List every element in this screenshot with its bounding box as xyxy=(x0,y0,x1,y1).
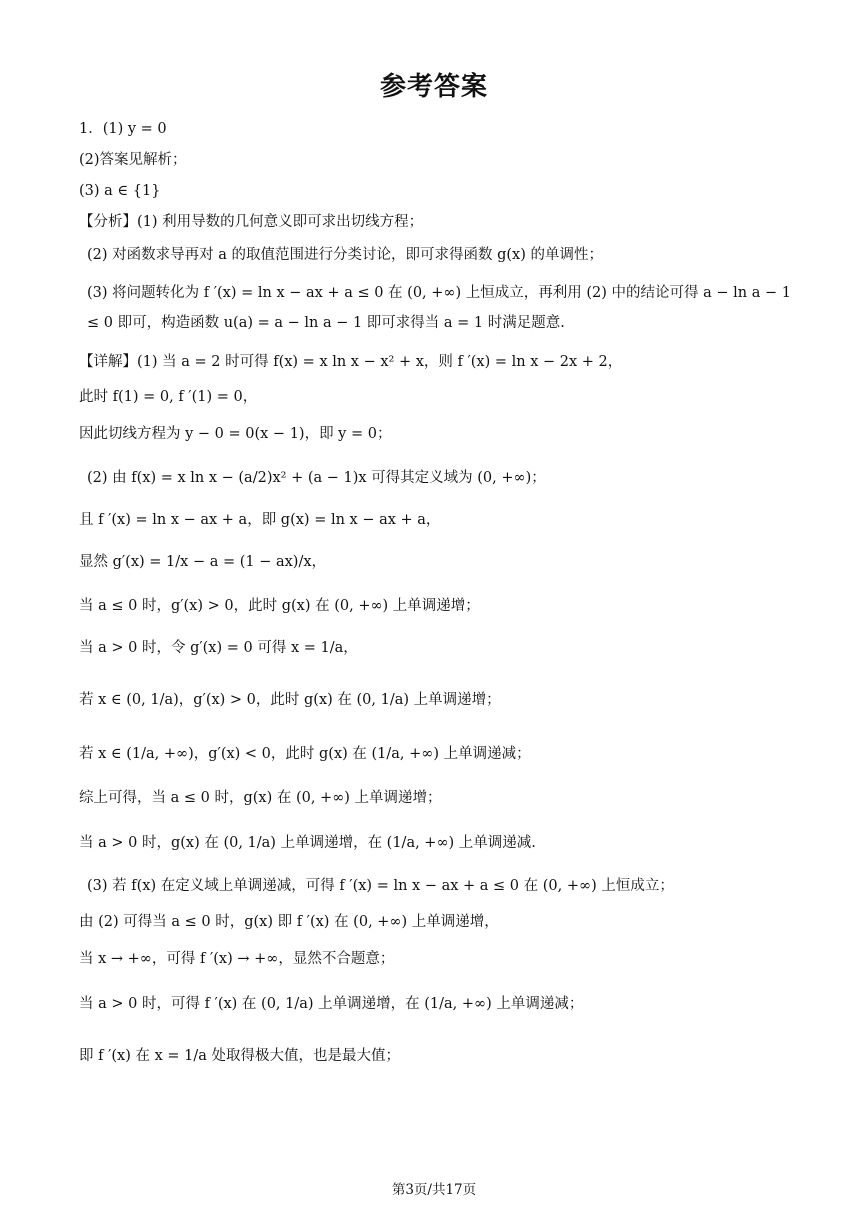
answer-1-part-3: (3) a ∈ {1} xyxy=(79,183,161,199)
analysis-3: (3) 将问题转化为 f ′(x) = ln x − ax + a ≤ 0 在 (0, +∞) 上恒成立，再利用 (2) 中的结论可得 a − ln a − 1 ≤ 0 即可，构造函数 u(a) = a − ln a − 1 即可求得当 a = 1 时满足题意. xyxy=(87,285,791,331)
detail-1-values: 此时 f(1) = 0, f ′(1) = 0， xyxy=(79,389,258,405)
detail-3: (3) 若 f(x) 在定义域上单调递减，可得 f ′(x) = ln x − ax + a ≤ 0 在 (0, +∞) 上恒成立； xyxy=(87,878,674,894)
detail-3-limit: 当 x → +∞，可得 f ′(x) → +∞，显然不合题意； xyxy=(79,951,395,967)
page-title: 参考答案 xyxy=(379,72,488,102)
detail-1-tangent: 因此切线方程为 y − 0 = 0(x − 1)，即 y = 0； xyxy=(79,426,392,442)
detail-2-case-a-nonpositive: 当 a ≤ 0 时，g′(x) > 0，此时 g(x) 在 (0, +∞) 上单调递增； xyxy=(79,598,480,614)
detail-2-derivative: 且 f ′(x) = ln x − ax + a，即 g(x) = ln x − ax + a， xyxy=(79,512,441,528)
detail-3-maximum: 即 f ′(x) 在 x = 1/a 处取得极大值，也是最大值； xyxy=(79,1048,400,1064)
answer-1-part-2: (2)答案见解析； xyxy=(79,152,187,168)
analysis-1: 【分析】(1) 利用导数的几何意义即可求出切线方程； xyxy=(79,214,424,230)
detail-2-interval-increasing: 若 x ∈ (0, 1/a)，g′(x) > 0，此时 g(x) 在 (0, 1/a) 上单调递增； xyxy=(79,692,501,708)
detail-2: (2) 由 f(x) = x ln x − (a/2)x² + (a − 1)x 可得其定义域为 (0, +∞)； xyxy=(87,470,546,486)
detail-2-case-a-positive: 当 a > 0 时，令 g′(x) = 0 可得 x = 1/a， xyxy=(79,640,358,656)
answer-1-part-1: 1．(1) y = 0 xyxy=(79,121,167,137)
page-footer: 第3页/共17页 xyxy=(391,1182,477,1198)
detail-2-g-prime: 显然 g′(x) = 1/x − a = (1 − ax)/x， xyxy=(79,554,327,570)
detail-3-case-a-nonpositive: 由 (2) 可得当 a ≤ 0 时，g(x) 即 f ′(x) 在 (0, +∞) 上单调递增， xyxy=(79,914,499,930)
detail-1: 【详解】(1) 当 a = 2 时可得 f(x) = x ln x − x² + x，则 f ′(x) = ln x − 2x + 2， xyxy=(79,354,623,370)
detail-2-summary-2: 当 a > 0 时，g(x) 在 (0, 1/a) 上单调递增，在 (1/a, +∞) 上单调递减. xyxy=(79,835,536,851)
detail-2-interval-decreasing: 若 x ∈ (1/a, +∞)，g′(x) < 0，此时 g(x) 在 (1/a, +∞) 上单调递减； xyxy=(79,746,531,762)
detail-3-case-a-positive: 当 a > 0 时，可得 f ′(x) 在 (0, 1/a) 上单调递增，在 (1/a, +∞) 上单调递减； xyxy=(79,996,584,1012)
analysis-2: (2) 对函数求导再对 a 的取值范围进行分类讨论，即可求得函数 g(x) 的单调性； xyxy=(87,247,604,263)
detail-2-summary-1: 综上可得，当 a ≤ 0 时，g(x) 在 (0, +∞) 上单调递增； xyxy=(79,790,442,806)
